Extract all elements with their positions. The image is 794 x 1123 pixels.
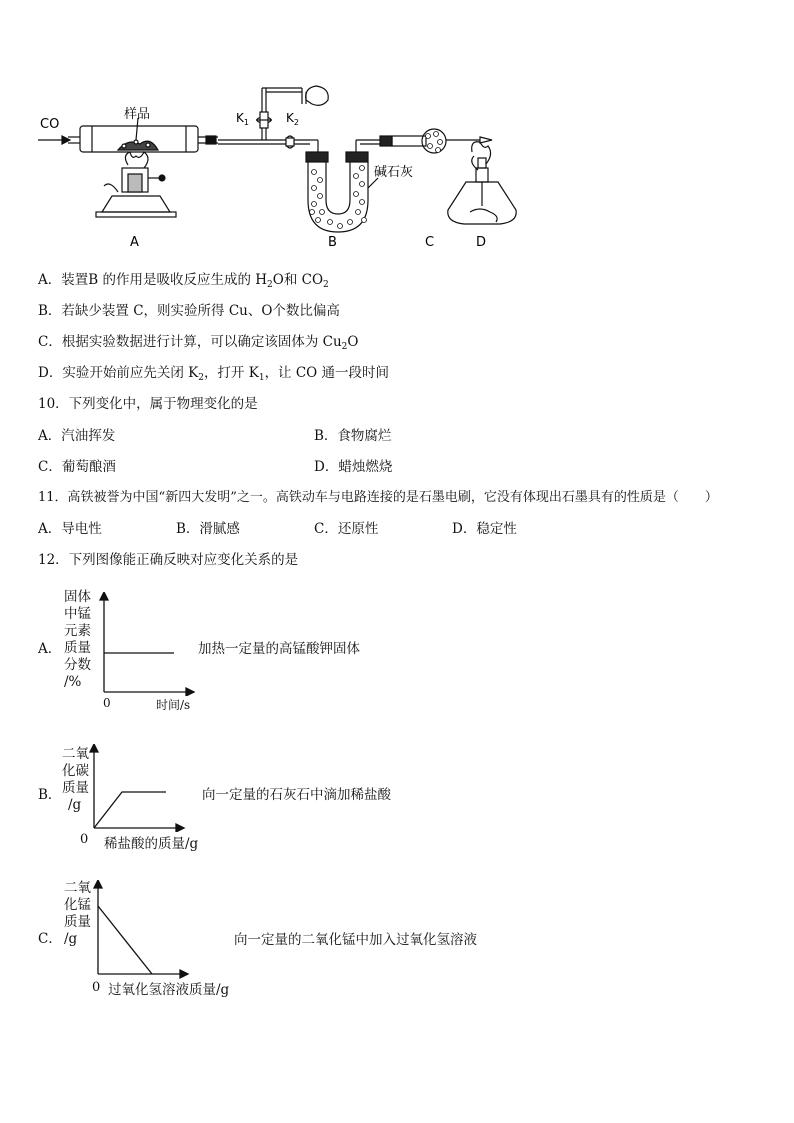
k1-label: $K_1$ <box>236 111 249 127</box>
graph-a-x-arrow <box>186 688 194 696</box>
graph-b-x-arrow <box>176 824 184 832</box>
apparatus-label-b: B <box>328 235 337 250</box>
graph-c-description: 向一定量的二氧化锰中加入过氧化氢溶液 <box>234 932 477 948</box>
apparatus-label-d: D <box>476 235 487 250</box>
sample-label: 样品 <box>124 107 151 122</box>
q11-option-d: D．稳定性 <box>452 521 517 537</box>
co-label: CO <box>40 117 60 132</box>
q10-option-d: D．蜡烛燃烧 <box>314 459 393 475</box>
graph-c-curve <box>98 906 152 974</box>
q9-option-c: C．根据实验数据进行计算，可以确定该固体为 $Cu_2O$ <box>38 334 359 352</box>
graph-a-ylabel: 固体 中锰 元素 质量 分数 /% <box>64 589 91 690</box>
graph-b-curve <box>94 792 166 828</box>
graph-b-ylabel: 二氧 化碳 质量 /g <box>62 746 89 813</box>
apparatus-figure <box>0 0 794 260</box>
q10-option-a: A．汽油挥发 <box>38 428 116 444</box>
apparatus-label-a: A <box>130 235 139 250</box>
graph-a-option-label: A． <box>38 641 62 657</box>
apparatus-label-c: C <box>425 235 435 250</box>
q10-option-b: B．食物腐烂 <box>314 428 392 444</box>
graph-c-plot <box>90 880 190 980</box>
graph-c-ylabel: 二氧 化锰 质量 /g <box>64 880 91 947</box>
graph-c-y-arrow <box>94 880 102 888</box>
q11-option-a: A．导电性 <box>38 521 102 537</box>
soda-lime-label: 碱石灰 <box>374 165 414 180</box>
q10-option-c: C．葡萄酿酒 <box>38 459 116 475</box>
graph-a-origin: 0 <box>103 696 111 710</box>
q9-option-b: B．若缺少装置 C，则实验所得 Cu、O个数比偏高 <box>38 303 340 319</box>
k2-label: $K_2$ <box>286 111 299 127</box>
q10-stem: 10．下列变化中，属于物理变化的是 <box>38 396 258 412</box>
q11-stem: 11．高铁被誉为中国“新四大发明”之一。高铁动车与电路连接的是石墨电刷，它没有体现出石墨具有的性质是（ ） <box>38 490 718 505</box>
q9-option-a: A．装置B 的作用是吸收反应生成的 $H_2O$和 $CO_2$ <box>38 272 329 290</box>
q12-stem: 12．下列图像能正确反映对应变化关系的是 <box>38 552 299 568</box>
graph-c-option-label: C． <box>38 931 62 947</box>
graph-a-plot <box>96 592 196 696</box>
graph-a-xlabel: 时间/s <box>156 698 191 712</box>
graph-a-y-arrow <box>100 592 108 600</box>
graph-a-description: 加热一定量的高锰酸钾固体 <box>198 641 360 657</box>
graph-b-origin: 0 <box>80 832 89 847</box>
q11-option-b: B．滑腻感 <box>176 521 240 537</box>
q11-option-c: C．还原性 <box>314 521 379 537</box>
graph-b-option-label: B． <box>38 787 62 803</box>
graph-b-xlabel: 稀盐酸的质量/g <box>104 836 199 852</box>
graph-b-y-arrow <box>90 744 98 752</box>
q9-option-d: D．实验开始前应先关闭 $K_2$，打开 $K_1$，让 CO 通一段时间 <box>38 365 390 383</box>
graph-b-plot <box>86 744 186 832</box>
graph-b-description: 向一定量的石灰石中滴加稀盐酸 <box>202 787 391 803</box>
graph-c-xlabel: 过氧化氢溶液质量/g <box>108 982 230 998</box>
graph-c-x-arrow <box>180 970 188 978</box>
graph-c-origin: 0 <box>92 980 101 995</box>
